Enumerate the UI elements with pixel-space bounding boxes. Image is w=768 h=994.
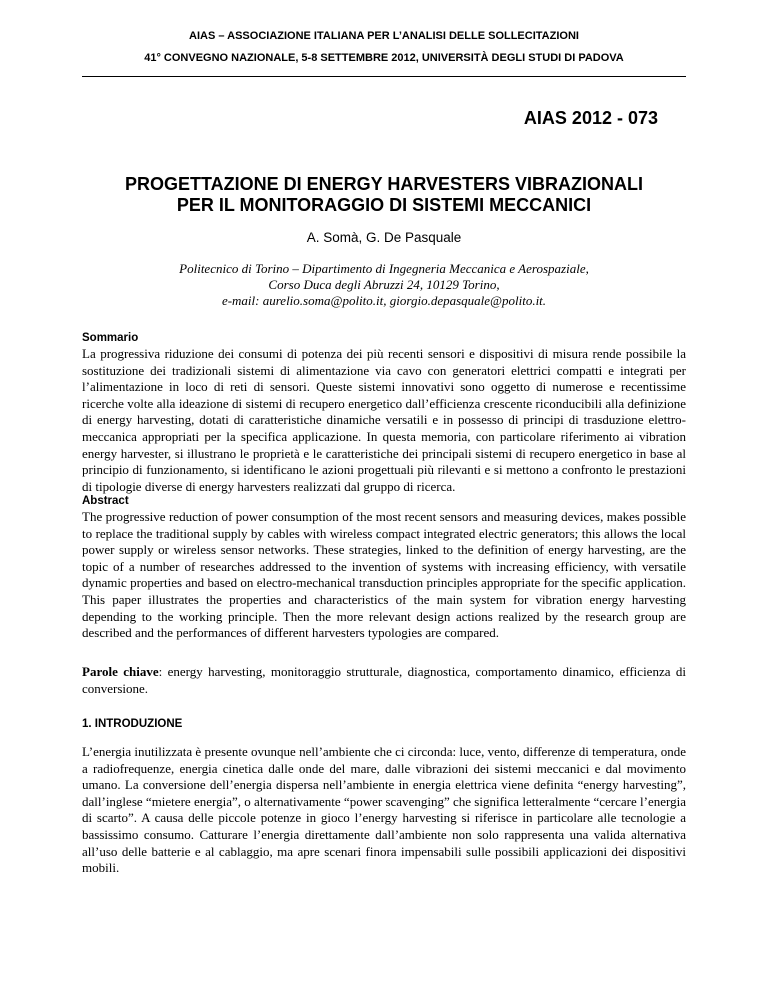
sommario-heading: Sommario bbox=[82, 332, 139, 344]
keywords bbox=[82, 664, 686, 697]
keywords-label: Parole chiave bbox=[82, 664, 159, 679]
section-1-text: L’energia inutilizzata è presente ovunque nell’ambiente che ci circonda: luce, vento, differenze di temperatura, onde a radiofrequenze, energia cinetica dalle onde del mare, dalle vibrazioni dei sistemi meccanici e dal movimento umano. La conversione dell’energia dispersa nell’ambiente in energia elettrica viene definita “energy harvesting”, dall’inglese “mietere energia”, o alternativamente “power scavenging” che significa letteralmente “cercare l’energia di scarto”. A causa delle piccole potenze in gioco l’energy harvesting si riferisce in particolare alle tecnologie a bassissimo consumo. Catturare l’energia direttamente dall’ambiente non solo rappresenta una valida alternativa all’uso delle batterie e al cablaggio, ma apre scenari finora impensabili sulle possibili applicazioni dei dispositivi mobili. bbox=[82, 744, 686, 876]
sommario-text: La progressiva riduzione dei consumi di potenza dei più recenti sensori e dispositivi di misura rende possibile la sostituzione dei tradizionali sistemi di alimentazione via cavo con generatori elettrici compatti e integrati per l’alimentazione in loco di reti di sensori. Queste sistemi innovativi sono oggetto di numerose e recentissime ricerche volte alla ideazione di sistemi di recupero energetico dall’efficienza crescente riconducibili alla definizione di energy harvesting, dotati di caratteristiche dinamiche versatili e in possesso di principi di trasduzione elettro-meccanica appropriati per la specifica applicazione. In questa memoria, con particolare riferimento ai vibration energy harvester, si illustrano le proprietà e le caratteristiche dei principali sistemi di recupero energetico in base al principio di funzionamento, si identificano le azioni progettuali più rilevanti e si mettono a confronto le prestazioni di tipologie diverse di energy harvesters realizzati dal gruppo di ricerca. bbox=[82, 346, 686, 494]
abstract-text: The progressive reduction of power consumption of the most recent sensors and measuring devices, makes possible to replace the traditional supply by cables with wireless compact integrated electric generators; this allows the local power supply or wireless sensor networks. These strategies, linked to the definition of energy harvesting, are the topic of a number of researches addressed to the invention of systems with increasing efficiency, with versatile dynamic properties and based on electro-mechanical transduction principles appropriate for the specific application. This paper illustrates the properties and characteristics of the main system for vibration energy harvesting depending to the working principle. Then the more relevant design actions realized by the research group are described and the performances of different harvesters typologies are compared. bbox=[82, 509, 686, 641]
affiliation-line3: e-mail: aurelio.soma@polito.it, giorgio.depasquale@polito.it. bbox=[221, 293, 547, 308]
conference-header-line2: 41° CONVEGNO NAZIONALE, 5-8 SETTEMBRE 2012, UNIVERSITÀ DEGLI STUDI DI PADOVA bbox=[144, 52, 624, 64]
paper-title-line1: PROGETTAZIONE DI ENERGY HARVESTERS VIBRAZIONALI bbox=[124, 174, 644, 194]
paper-id: AIAS 2012 - 073 bbox=[523, 108, 658, 128]
abstract-heading: Abstract bbox=[82, 495, 129, 507]
affiliation-line2: Corso Duca degli Abruzzi 24, 10129 Torino, bbox=[268, 277, 500, 292]
section-1-heading: 1. INTRODUZIONE bbox=[82, 718, 183, 730]
authors: A. Somà, G. De Pasquale bbox=[306, 230, 462, 245]
paper-title-line2: PER IL MONITORAGGIO DI SISTEMI MECCANICI bbox=[176, 195, 592, 215]
keywords-text: : energy harvesting, monitoraggio strutturale, diagnostica, comportamento dinamico, efficienza di conversione. bbox=[82, 664, 686, 696]
header-divider bbox=[82, 76, 686, 77]
affiliation bbox=[0, 261, 768, 309]
paper-title bbox=[0, 174, 768, 216]
affiliation-line1: Politecnico di Torino – Dipartimento di Ingegneria Meccanica e Aerospaziale, bbox=[179, 261, 589, 276]
conference-header-line1: AIAS – ASSOCIAZIONE ITALIANA PER L’ANALISI DELLE SOLLECITAZIONI bbox=[189, 30, 579, 42]
